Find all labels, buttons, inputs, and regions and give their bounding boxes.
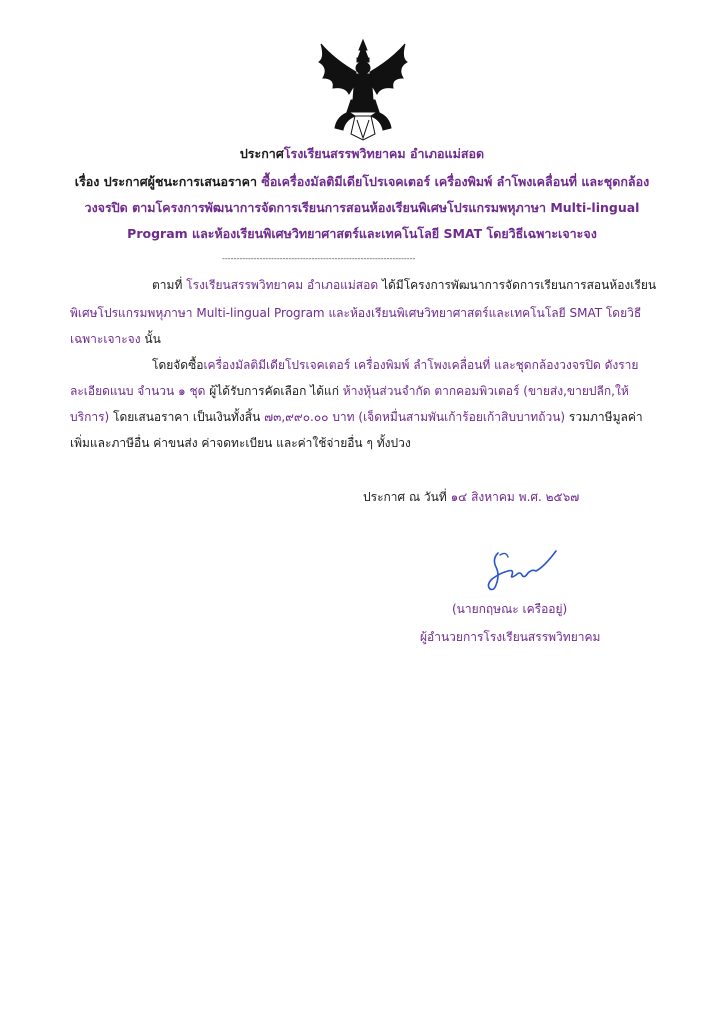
p1-school: โรงเรียนสรรพวิทยาคม อำเภอแม่สอด <box>186 278 379 292</box>
p2-text-b: ผู้ได้รับการคัดเลือก ได้แก่ <box>205 384 343 398</box>
paragraph-1-line-3 <box>70 331 161 347</box>
signer-name: (นายกฤษณะ เครืออยู่) <box>452 602 568 616</box>
announcement-heading <box>0 146 724 162</box>
p2-quantity: ละเอียดแนบ จำนวน ๑ ชุด <box>70 384 206 398</box>
p1-text-a: ตามที่ <box>152 278 187 292</box>
signer-title: ผู้อำนวยการโรงเรียนสรรพวิทยาคม <box>420 630 601 644</box>
p1-end: นั้น <box>140 332 161 346</box>
heading-prefix: ประกาศ <box>239 146 284 161</box>
paragraph-2-line-1 <box>152 357 638 373</box>
subject-text: ซื้อเครื่องมัลติมีเดียโปรเจคเตอร์ เครื่องพิมพ์ ลำโพงเคลื่อนที่ และชุดกล้อง <box>261 174 650 189</box>
p2-items: เครื่องมัลติมีเดียโปรเจคเตอร์ เครื่องพิมพ์ ลำโพงเคลื่อนที่ และชุดกล้องวงจรปิด ดังราย <box>203 358 639 372</box>
date-label: ประกาศ ณ วันที่ <box>363 490 451 504</box>
paragraph-1-line-2: พิเศษโปรแกรมพหุภาษา Multi-lingual Program และห้องเรียนพิเศษวิทยาศาสตร์และเทคโนโลยี SMAT โดยวิธี <box>70 306 642 320</box>
school-name: โรงเรียนสรรพวิทยาคม อำเภอแม่สอด <box>283 146 485 161</box>
subject-line-3: Program และห้องเรียนพิเศษวิทยาศาสตร์และเทคโนโลยี SMAT โดยวิธีเฉพาะเจาะจง <box>127 226 597 241</box>
p2-text-a: โดยจัดซื้อ <box>152 358 204 372</box>
date-value: ๑๔ สิงหาคม พ.ศ. ๒๕๖๗ <box>450 490 580 504</box>
paragraph-2-line-3 <box>70 409 643 425</box>
divider: ------------------------------------------------------------------- <box>222 254 416 263</box>
paragraph-1-line-1 <box>152 277 656 293</box>
paragraph-2-line-4: เพิ่มและภาษีอื่น ค่าขนส่ง ค่าจดทะเบียน และค่าใช้จ่ายอื่น ๆ ทั้งปวง <box>70 436 411 450</box>
subject-line-1 <box>0 174 724 190</box>
subject-line-2: วงจรปิด ตามโครงการพัฒนาการจัดการเรียนการสอนห้องเรียนพิเศษโปรแกรมพหุภาษา Multi-lingual <box>84 200 640 215</box>
p2-amount: ๗๓,๙๙๐.๐๐ บาท (เจ็ดหมื่นสามพันเก้าร้อยเก้าสิบบาทถ้วน) <box>264 410 566 424</box>
p1-method: เฉพาะเจาะจง <box>70 332 141 346</box>
signature-image <box>478 545 560 595</box>
garuda-emblem-icon <box>315 38 411 142</box>
p2-vendor-cont: บริการ) <box>70 410 110 424</box>
subject-prefix: เรื่อง ประกาศผู้ชนะการเสนอราคา <box>74 174 262 189</box>
paragraph-2-line-2 <box>70 383 629 399</box>
p2-text-d: รวมภาษีมูลค่า <box>565 410 643 424</box>
p2-text-c: โดยเสนอราคา เป็นเงินทั้งสิ้น <box>109 410 265 424</box>
p1-text-c: ได้มีโครงการพัฒนาการจัดการเรียนการสอนห้องเรียน <box>378 278 657 292</box>
p2-vendor: ห้างหุ้นส่วนจำกัด ตากคอมพิวเตอร์ (ขายส่ง,ขายปลีก,ให้ <box>342 384 629 398</box>
announcement-date <box>363 488 579 507</box>
